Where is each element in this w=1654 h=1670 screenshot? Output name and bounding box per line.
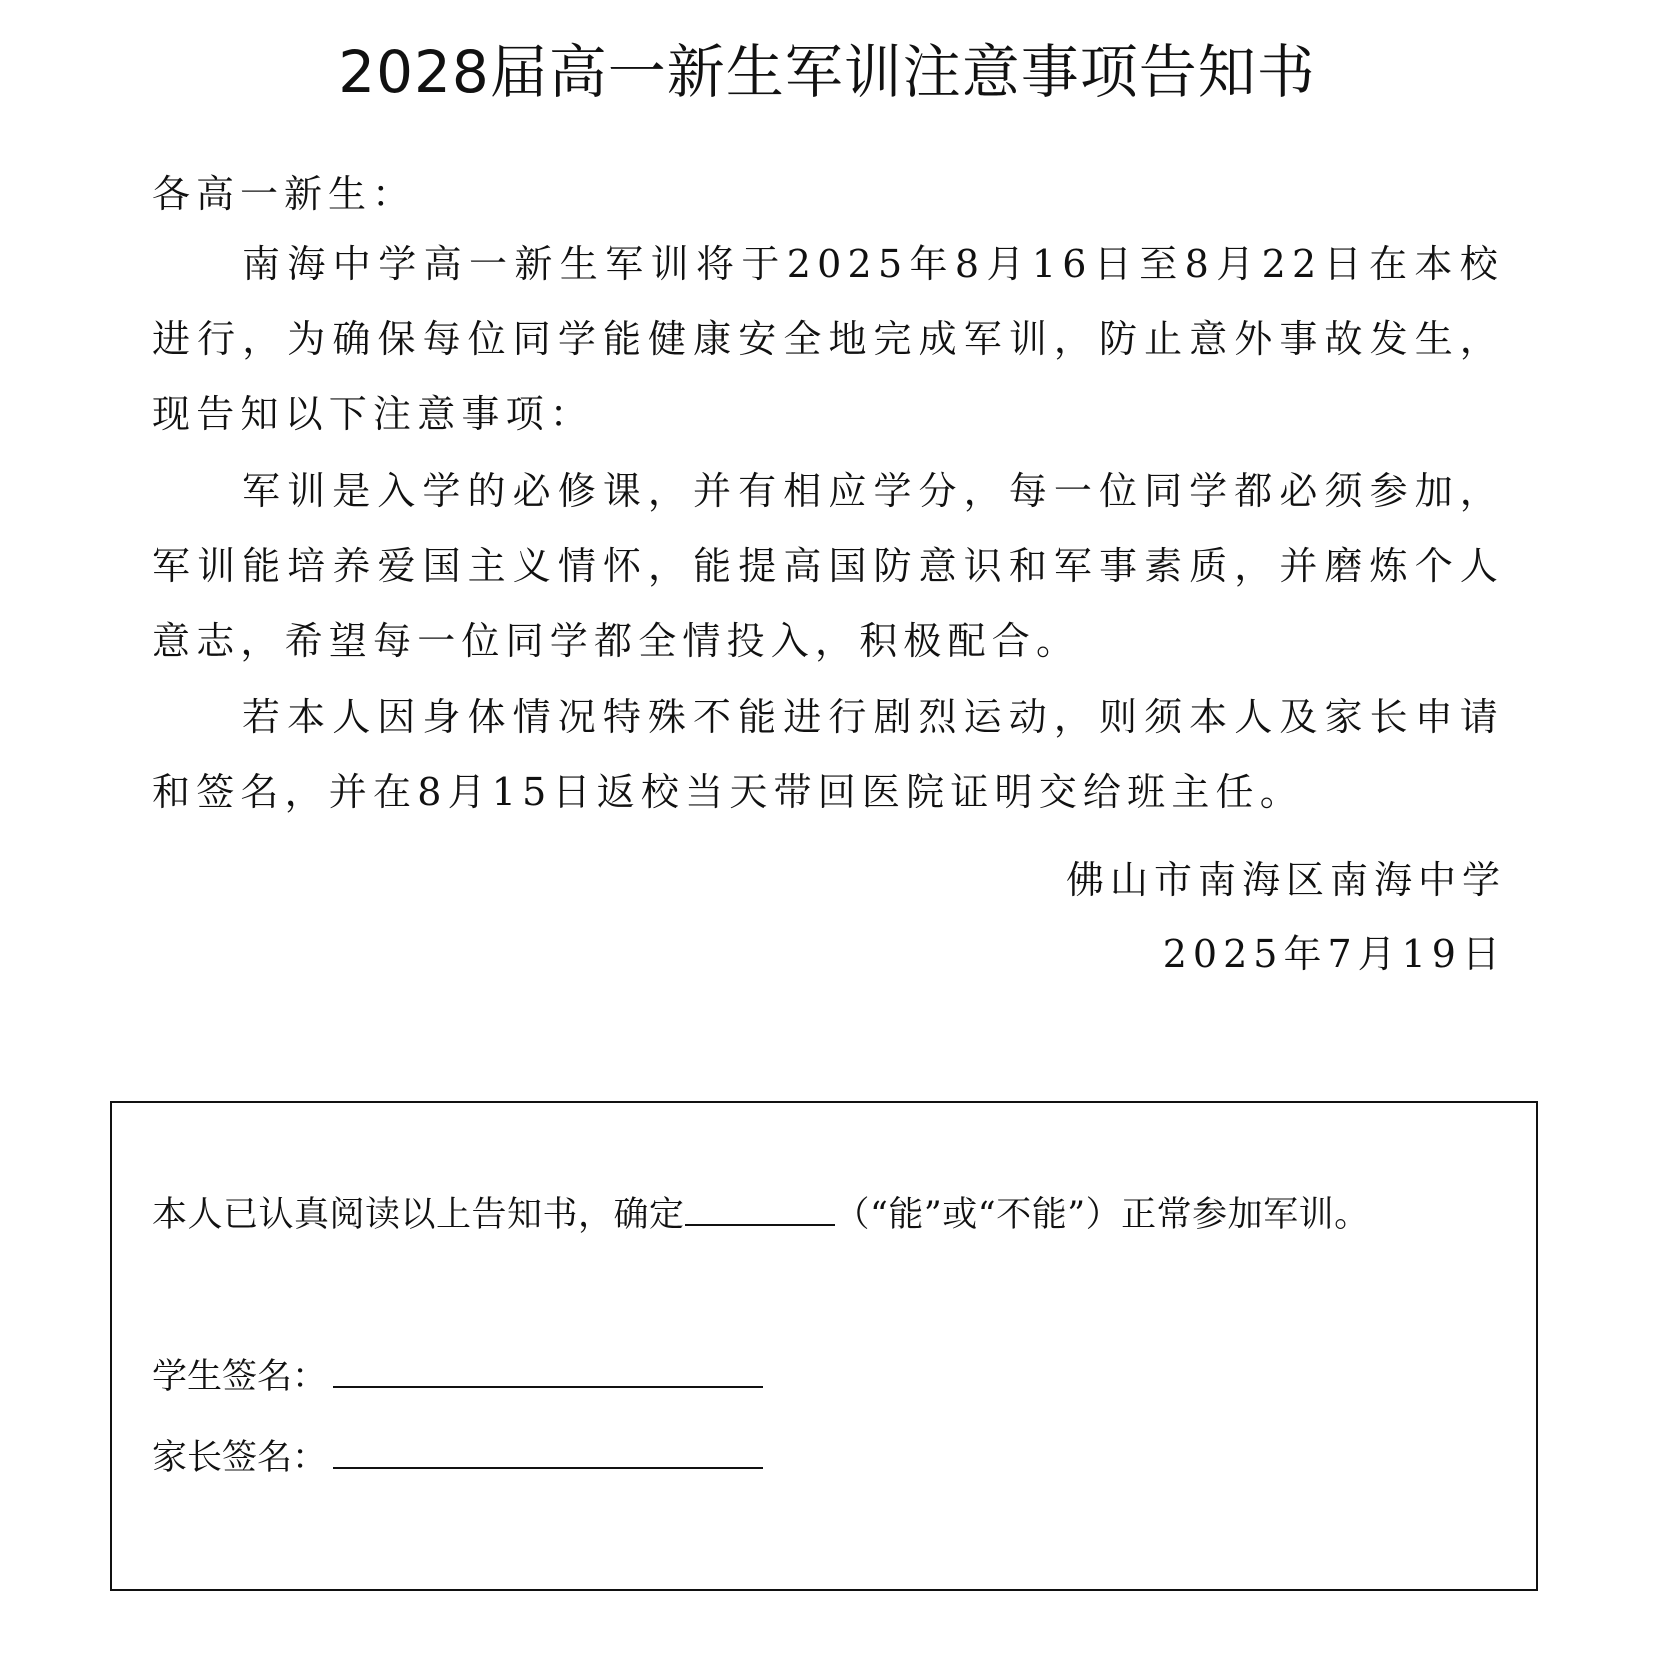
student-signature-label: 学生签名： bbox=[152, 1357, 328, 1397]
confirmation-statement-prefix: 本人已认真阅读以上告知书，确定 bbox=[152, 1195, 685, 1235]
confirmation-statement bbox=[152, 1185, 1522, 1245]
document-title: 2028届高一新生军训注意事项告知书 bbox=[338, 38, 1316, 106]
salutation: 各高一新生： bbox=[152, 172, 417, 216]
parent-signature-label: 家长签名： bbox=[152, 1438, 328, 1478]
issue-date: 2025年7月19日 bbox=[1162, 932, 1506, 976]
paragraph-requirement: 军训是入学的必修课，并有相应学分，每一位同学都必须参加，军训能培养爱国主义情怀，能提高国防意识和军事素质，并磨炼个人意志，希望每一位同学都全情投入，积极配合。 bbox=[152, 469, 1504, 663]
student-signature-row bbox=[152, 1347, 763, 1407]
issuing-organization: 佛山市南海区南海中学 bbox=[1065, 858, 1506, 902]
student-signature-blank[interactable] bbox=[333, 1352, 763, 1388]
parent-signature-row bbox=[152, 1428, 763, 1488]
attendance-answer-blank[interactable] bbox=[685, 1194, 835, 1226]
paragraph-schedule: 南海中学高一新生军训将于2025年8月16日至8月22日在本校进行，为确保每位同学能健康安全地完成军训，防止意外事故发生，现告知以下注意事项： bbox=[152, 242, 1504, 436]
confirmation-slip bbox=[110, 1101, 1538, 1591]
parent-signature-blank[interactable] bbox=[333, 1433, 763, 1469]
paragraph-exemption: 若本人因身体情况特殊不能进行剧烈运动，则须本人及家长申请和签名，并在8月15日返校当天带回医院证明交给班主任。 bbox=[152, 695, 1504, 814]
confirmation-statement-suffix: （“能”或“不能”）正常参加军训。 bbox=[834, 1195, 1370, 1235]
